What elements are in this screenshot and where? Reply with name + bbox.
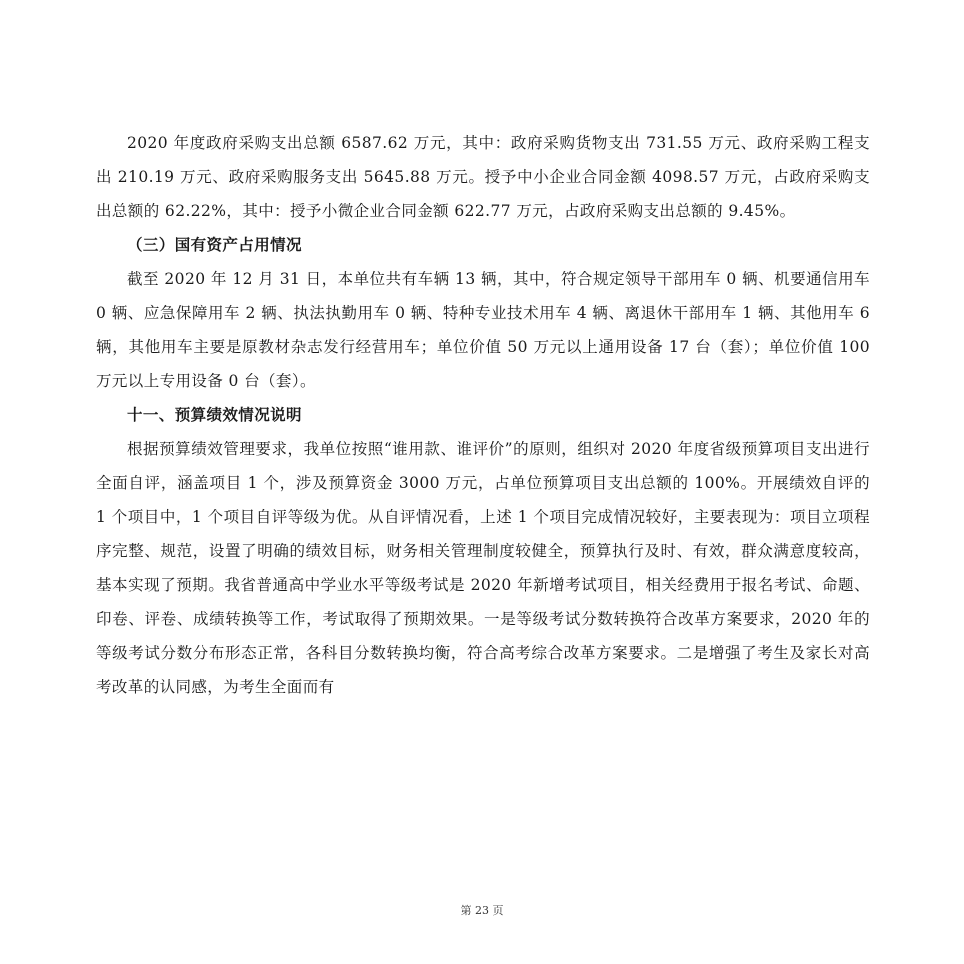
paragraph-vehicles: 截至 2020 年 12 月 31 日，本单位共有车辆 13 辆，其中，符合规定领导干部用车 0 辆、机要通信用车 0 辆、应急保障用车 2 辆、执法执勤用车 0 辆、特种专业技术用车 4 辆、离退休干部用车 1 辆、其他用车 6 辆，其他用车主要是原教材杂志发行经营用车；单位价值 50 万元以上通用设备 17 台（套）；单位价值 100 万元以上专用设备 0 台（套）。: [96, 270, 870, 390]
heading-budget-performance: 十一、预算绩效情况说明: [127, 406, 302, 424]
paragraph-procurement: 2020 年度政府采购支出总额 6587.62 万元，其中：政府采购货物支出 731.55 万元、政府采购工程支出 210.19 万元、政府采购服务支出 5645.88 万元。授予中小企业合同金额 4098.57 万元，占政府采购支出总额的 62.22%，其中：授予小微企业合同金额 622.77 万元，占政府采购支出总额的 9.45%。: [96, 134, 870, 220]
paragraph-performance: 根据预算绩效管理要求，我单位按照“谁用款、谁评价”的原则，组织对 2020 年度省级预算项目支出进行全面自评，涵盖项目 1 个，涉及预算资金 3000 万元，占单位预算项目支出总额的 100%。开展绩效自评的 1 个项目中，1 个项目自评等级为优。从自评情况看，上述 1 个项目完成情况较好，主要表现为：项目立项程序完整、规范，设置了明确的绩效目标，财务相关管理制度较健全，预算执行及时、有效，群众满意度较高，基本实现了预期。我省普通高中学业水平等级考试是 2020 年新增考试项目，相关经费用于报名考试、命题、印卷、评卷、成绩转换等工作，考试取得了预期效果。一是等级考试分数转换符合改革方案要求，2020 年的等级考试分数分布形态正常，各科目分数转换均衡，符合高考综合改革方案要求。二是增强了考生及家长对高考改革的认同感，为考生全面而有: [96, 440, 870, 696]
page-number: 第 23 页: [460, 904, 504, 917]
heading-state-assets: （三）国有资产占用情况: [127, 236, 302, 254]
document-body: [96, 126, 870, 704]
